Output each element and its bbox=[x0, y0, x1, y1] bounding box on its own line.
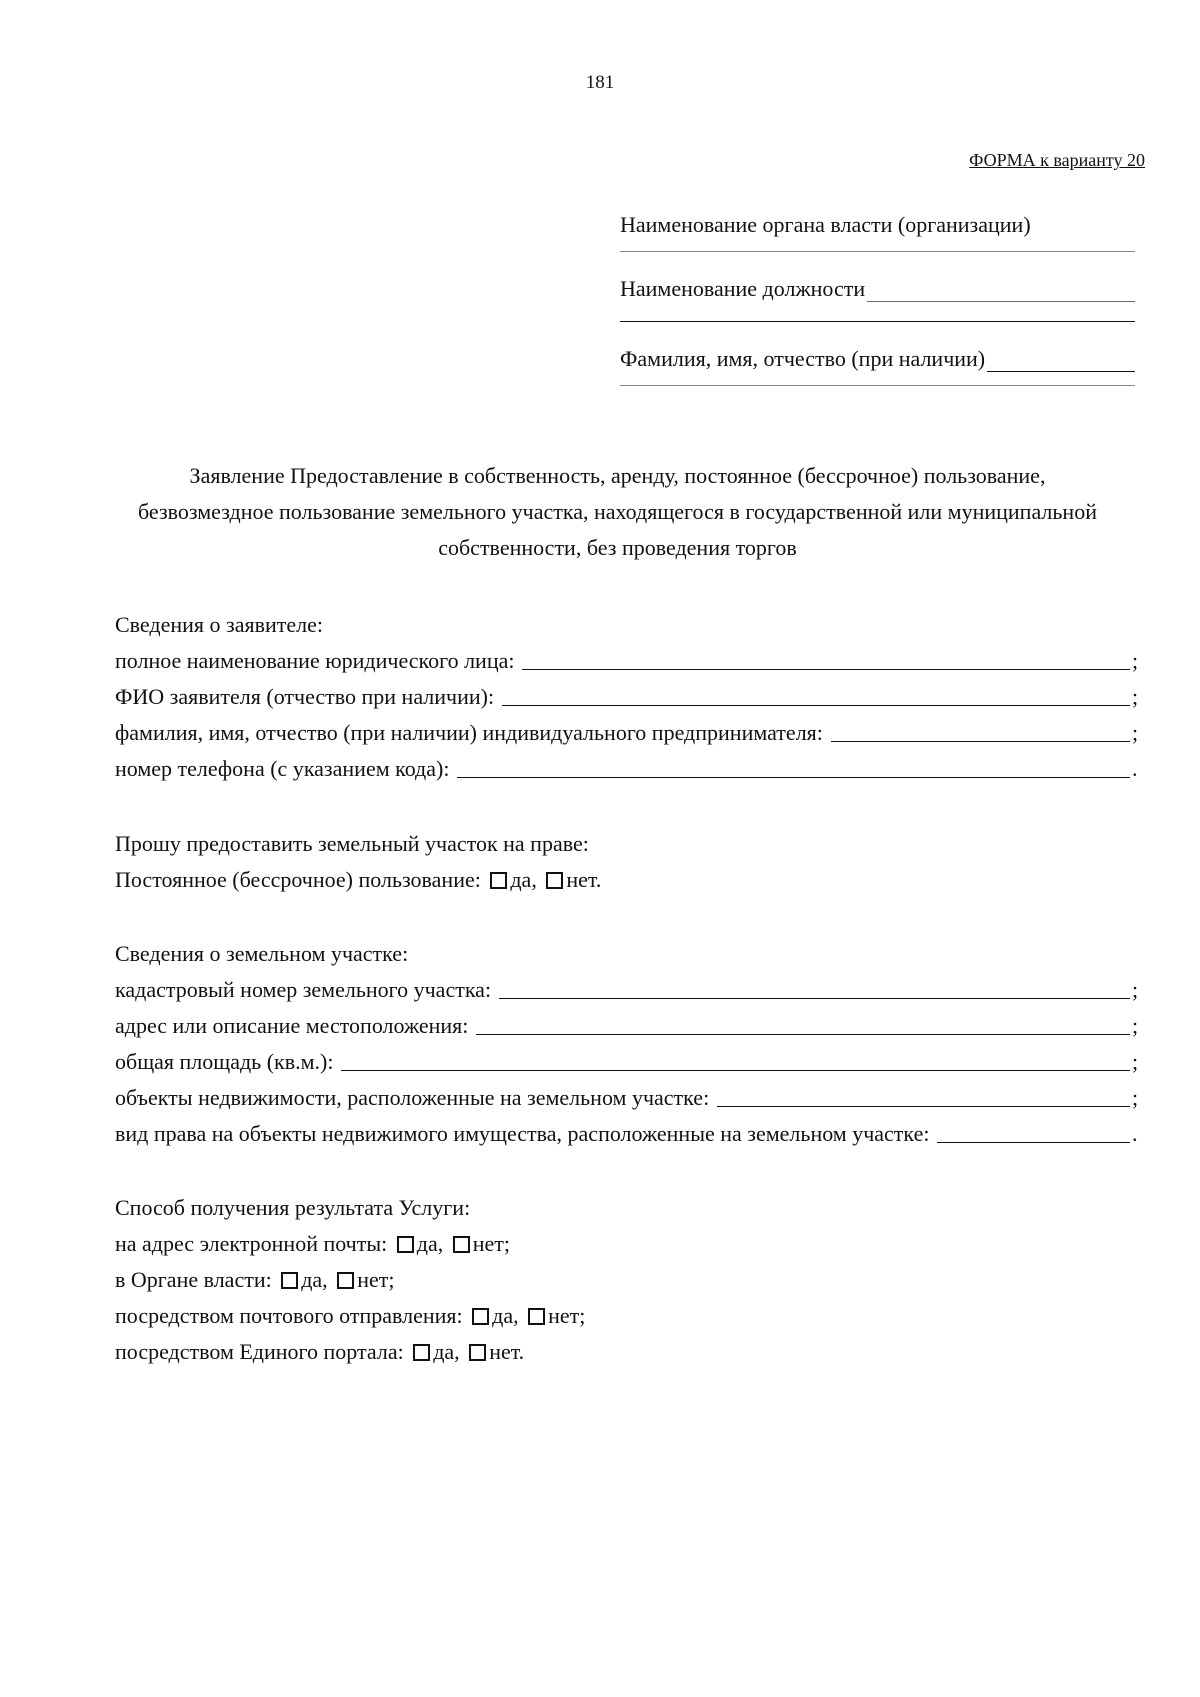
delivery-option-label: посредством почтового отправления: bbox=[115, 1303, 463, 1328]
real-estate-objects-field[interactable] bbox=[717, 1105, 1130, 1107]
delivery-option-row: посредством почтового отправления: да, нет; bbox=[115, 1303, 586, 1328]
field-label: кадастровый номер земельного участка: bbox=[115, 977, 492, 1002]
form-row: адрес или описание местоположения: ; bbox=[115, 1008, 1140, 1044]
form-row: объекты недвижимости, расположенные на земельном участке: ; bbox=[115, 1080, 1140, 1116]
delivery-option-label: в Органе власти: bbox=[115, 1267, 272, 1292]
request-option-row: Постоянное (бессрочное) пользование: да, нет. bbox=[115, 867, 602, 892]
entrepreneur-fio-field[interactable] bbox=[831, 740, 1130, 742]
position-field[interactable] bbox=[867, 281, 1135, 302]
addressee-block bbox=[620, 208, 1135, 386]
fio-field[interactable] bbox=[987, 351, 1135, 372]
form-row: общая площадь (кв.м.): ; bbox=[115, 1044, 1140, 1080]
delivery-option-label: посредством Единого портала: bbox=[115, 1339, 404, 1364]
legal-name-field[interactable] bbox=[522, 668, 1130, 670]
request-heading: Прошу предоставить земельный участок на праве: bbox=[115, 831, 589, 856]
email-no-checkbox[interactable] bbox=[453, 1236, 470, 1253]
form-row: кадастровый номер земельного участка: ; bbox=[115, 972, 1140, 1008]
post-no-checkbox[interactable] bbox=[528, 1308, 545, 1325]
form-row: вид права на объекты недвижимого имущества, расположенные на земельном участке: . bbox=[115, 1116, 1140, 1152]
field-label: объекты недвижимости, расположенные на земельном участке: bbox=[115, 1085, 710, 1110]
applicant-section bbox=[115, 607, 1140, 787]
field-label: ФИО заявителя (отчество при наличии): bbox=[115, 684, 495, 709]
request-yes-checkbox[interactable] bbox=[490, 872, 507, 889]
land-heading: Сведения о земельном участке: bbox=[115, 941, 409, 966]
position-label: Наименование должности bbox=[620, 276, 866, 301]
applicant-heading: Сведения о заявителе: bbox=[115, 612, 324, 637]
form-row: полное наименование юридического лица: ; bbox=[115, 643, 1140, 679]
delivery-option-label: на адрес электронной почты: bbox=[115, 1231, 388, 1256]
form-label: ФОРМА к варианту 20 bbox=[969, 150, 1145, 170]
right-type-field[interactable] bbox=[937, 1141, 1130, 1143]
authority-line[interactable] bbox=[620, 250, 1135, 252]
authority-yes-checkbox[interactable] bbox=[281, 1272, 298, 1289]
fio-line[interactable] bbox=[620, 384, 1135, 386]
authority-no-checkbox[interactable] bbox=[337, 1272, 354, 1289]
document-title: Заявление Предоставление в собственность, аренду, постоянное (бессрочное) пользование, безвозмездное пользование земельного участка, находящегося в государственной или муниципальной собственности, без проведения торгов bbox=[138, 463, 1097, 560]
field-label: номер телефона (с указанием кода): bbox=[115, 756, 450, 781]
field-label: вид права на объекты недвижимого имущества, расположенные на земельном участке: bbox=[115, 1121, 930, 1146]
phone-field[interactable] bbox=[457, 776, 1130, 778]
request-option-label: Постоянное (бессрочное) пользование: bbox=[115, 867, 481, 892]
area-field[interactable] bbox=[341, 1069, 1130, 1071]
fio-label: Фамилия, имя, отчество (при наличии) bbox=[620, 346, 986, 371]
field-label: полное наименование юридического лица: bbox=[115, 648, 515, 673]
location-field[interactable] bbox=[476, 1033, 1130, 1035]
applicant-fio-field[interactable] bbox=[502, 704, 1130, 706]
position-line[interactable] bbox=[620, 320, 1135, 322]
delivery-option-row: в Органе власти: да, нет; bbox=[115, 1267, 395, 1292]
delivery-section bbox=[115, 1190, 1140, 1370]
request-section bbox=[115, 826, 1140, 898]
cadastral-number-field[interactable] bbox=[499, 997, 1130, 999]
form-row: номер телефона (с указанием кода): . bbox=[115, 751, 1140, 787]
field-label: адрес или описание местоположения: bbox=[115, 1013, 469, 1038]
field-label: общая площадь (кв.м.): bbox=[115, 1049, 334, 1074]
email-yes-checkbox[interactable] bbox=[397, 1236, 414, 1253]
delivery-option-row: на адрес электронной почты: да, нет; bbox=[115, 1231, 510, 1256]
portal-no-checkbox[interactable] bbox=[469, 1344, 486, 1361]
land-section bbox=[115, 936, 1140, 1152]
delivery-option-row: посредством Единого портала: да, нет. bbox=[115, 1339, 525, 1364]
page-number: 181 bbox=[585, 72, 615, 93]
post-yes-checkbox[interactable] bbox=[472, 1308, 489, 1325]
field-label: фамилия, имя, отчество (при наличии) индивидуального предпринимателя: bbox=[115, 720, 823, 745]
form-row: фамилия, имя, отчество (при наличии) индивидуального предпринимателя: ; bbox=[115, 715, 1140, 751]
request-no-checkbox[interactable] bbox=[546, 872, 563, 889]
authority-label: Наименование органа власти (организации) bbox=[620, 212, 1031, 237]
portal-yes-checkbox[interactable] bbox=[413, 1344, 430, 1361]
form-row: ФИО заявителя (отчество при наличии): ; bbox=[115, 679, 1140, 715]
delivery-heading: Способ получения результата Услуги: bbox=[115, 1195, 471, 1220]
